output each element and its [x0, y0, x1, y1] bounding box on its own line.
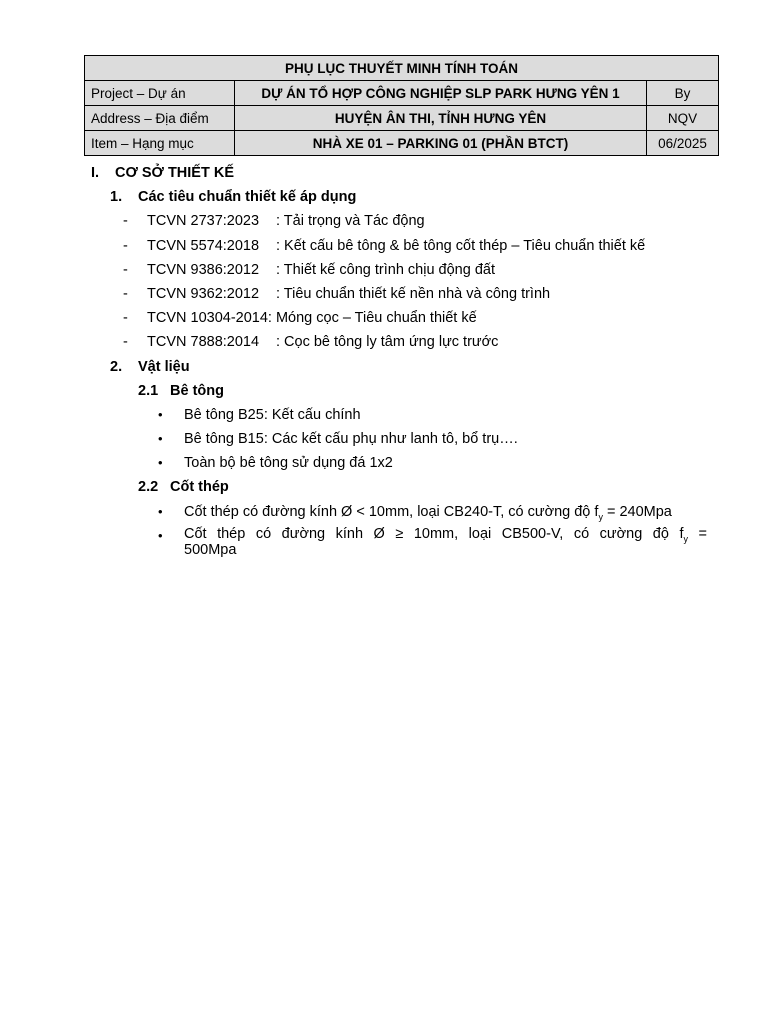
- header-table: [84, 55, 719, 156]
- header-row-item: [85, 131, 719, 156]
- subsection-heading: [0, 187, 768, 211]
- item-label: Item – Hạng mục: [85, 131, 235, 156]
- address-value: HUYỆN ÂN THI, TỈNH HƯNG YÊN: [235, 106, 647, 131]
- steel-text-a: Cốt thép có đường kính Ø < 10mm, loại CB240-T, có cường độ f: [184, 503, 599, 520]
- bullet-item: [0, 405, 768, 429]
- standard-item: [0, 332, 768, 356]
- standard-code: TCVN 9362:2012: [147, 285, 260, 302]
- standard-item: [0, 236, 768, 260]
- bullet-icon: •: [158, 431, 163, 447]
- steel-number: 2.2: [138, 479, 159, 496]
- section-title: CƠ SỞ THIẾT KẾ: [115, 165, 234, 181]
- concrete-number: 2.1: [138, 382, 159, 399]
- bullet-item: [0, 453, 768, 477]
- header-row-project: [85, 81, 719, 106]
- standard-code: TCVN 7888:2014: [147, 334, 260, 351]
- bullet-icon: •: [158, 406, 163, 422]
- concrete-title: Bê tông: [170, 382, 224, 399]
- standard-description: : Kết cấu bê tông & bê tông cốt thép – Tiêu chuẩn thiết kế: [276, 237, 646, 254]
- standard-code: TCVN 2737:2023: [147, 213, 260, 230]
- author-initials: NQV: [647, 106, 719, 131]
- bullet-text: Toàn bộ bê tông sử dụng đá 1x2: [184, 455, 393, 472]
- dash-marker: -: [123, 285, 128, 302]
- bullet-text: Bê tông B25: Kết cấu chính: [184, 406, 361, 423]
- steel-heading: [0, 477, 768, 501]
- section-heading: [0, 163, 768, 187]
- standard-item: [0, 211, 768, 235]
- concrete-heading: [0, 381, 768, 405]
- steel-text-a: Cốt thép có đường kính Ø ≥ 10mm, loại CB500-V, có cường độ f: [184, 525, 684, 542]
- project-value: DỰ ÁN TỔ HỢP CÔNG NGHIỆP SLP PARK HƯNG YÊN 1: [235, 81, 647, 106]
- standard-full-text: TCVN 10304-2014: Móng cọc – Tiêu chuẩn thiết kế: [147, 310, 477, 327]
- standard-item: [0, 284, 768, 308]
- yield-subscript: y: [683, 533, 688, 544]
- standard-description: : Cọc bê tông ly tâm ứng lực trước: [276, 334, 499, 351]
- project-label: Project – Dự án: [85, 81, 235, 106]
- dash-marker: -: [123, 310, 128, 327]
- section-number: I.: [91, 165, 100, 181]
- bullet-text: [184, 502, 672, 527]
- bullet-item: [0, 429, 768, 453]
- steel-title: Cốt thép: [170, 479, 229, 496]
- document-body: [0, 163, 768, 566]
- header-row-address: [85, 106, 719, 131]
- document-title: PHỤ LỤC THUYẾT MINH TÍNH TOÁN: [85, 56, 719, 81]
- bullet-item: [0, 526, 768, 566]
- subsection-heading: [0, 357, 768, 381]
- standard-code: TCVN 5574:2018: [147, 237, 260, 254]
- standard-item: [0, 260, 768, 284]
- item-value: NHÀ XE 01 – PARKING 01 (PHẦN BTCT): [235, 131, 647, 156]
- bullet-text: Bê tông B15: Các kết cấu phụ như lanh tô, bổ trụ….: [184, 431, 518, 448]
- subsection-title: Vật liệu: [138, 358, 190, 375]
- bullet-icon: •: [158, 503, 163, 519]
- standard-description: : Tải trọng và Tác động: [276, 213, 425, 230]
- standard-description: : Thiết kế công trình chịu động đất: [276, 261, 495, 278]
- address-label: Address – Địa điểm: [85, 106, 235, 131]
- steel-text-b: = 240Mpa: [602, 503, 672, 520]
- standard-description: : Tiêu chuẩn thiết kế nền nhà và công trình: [276, 285, 551, 302]
- steel-text-c: 500Mpa: [184, 541, 237, 558]
- dash-marker: -: [123, 261, 128, 278]
- dash-marker: -: [123, 213, 128, 230]
- by-label: By: [647, 81, 719, 106]
- standard-item: [0, 308, 768, 332]
- standard-code: TCVN 9386:2012: [147, 261, 260, 278]
- bullet-icon: •: [158, 527, 163, 543]
- dash-marker: -: [123, 237, 128, 254]
- subsection-number: 1.: [110, 189, 123, 206]
- dash-marker: -: [123, 334, 128, 351]
- subsection-number: 2.: [110, 358, 123, 375]
- bullet-text: [184, 526, 707, 547]
- bullet-icon: •: [158, 455, 163, 471]
- yield-subscript: y: [598, 511, 603, 522]
- bullet-item: [0, 502, 768, 526]
- subsection-title: Các tiêu chuẩn thiết kế áp dụng: [138, 189, 357, 206]
- steel-text-b: =: [688, 525, 707, 542]
- date-value: 06/2025: [647, 131, 719, 156]
